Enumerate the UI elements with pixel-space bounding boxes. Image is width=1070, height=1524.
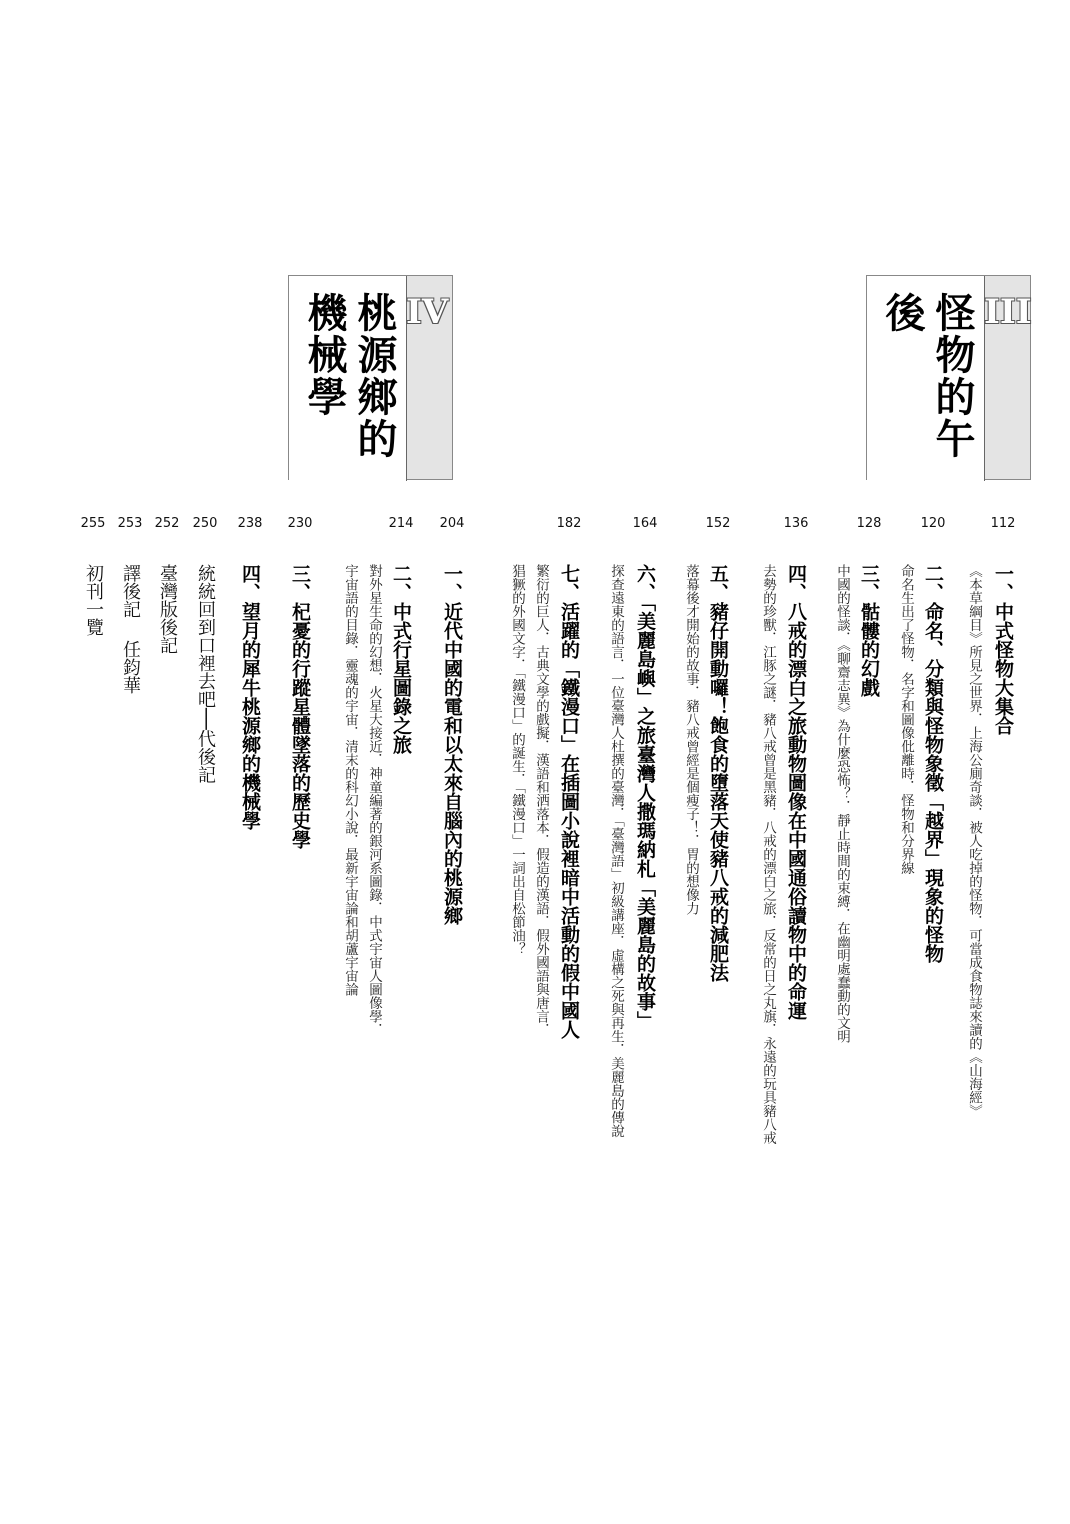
page-number: 238: [237, 516, 263, 531]
entry-desc: 去勢的珍獸．江豚之謎．豬八戒曾是黑豬．八戒的漂白之旅．反常的日之丸旗．永遠的玩具豬八戒: [760, 564, 776, 1145]
entry-desc: 探查遠東的語言．一位臺灣人杜撰的臺灣．「臺灣語」初級講座．虛構之死與再生．美麗島的傳說: [608, 564, 624, 1138]
part-title: 怪物的午後: [879, 292, 975, 460]
part-title-panel: [867, 276, 985, 481]
entry-title: 二、中式行星圖錄之旅: [390, 564, 412, 754]
entry-subtitle: 星體墜落的歷史學: [289, 697, 311, 849]
part-title-panel: [289, 276, 407, 481]
entry-subtitle: 桃源鄉的機械學: [239, 697, 261, 830]
entry-title: 一、中式怪物大集合: [992, 564, 1014, 735]
page-number: 214: [388, 516, 414, 531]
page-number: 152: [705, 516, 731, 531]
entry-desc: 《本草綱目》所見之世界．上海公廁奇談．被人吃掉的怪物．可當成食物誌來讀的《山海經》: [966, 564, 982, 1118]
page-number: 120: [920, 516, 946, 531]
page-number: 230: [287, 516, 313, 531]
entry-subtitle: 象徵「越界」現象的怪物: [922, 754, 944, 963]
page-number: 136: [783, 516, 809, 531]
page-number: 252: [154, 516, 180, 531]
entry-desc: 命名生出了怪物．名字和圖像仳離時．怪物和分界線: [898, 564, 914, 875]
entry-desc: 中國的怪談．《聊齋志異》為什麼恐怖？．靜止時間的束縛．在幽明處蠢動的文明: [834, 564, 850, 1044]
entry-title: 三、骷髏的幻戲: [858, 564, 880, 697]
entry-desc-continued: 猖獗的外國文字．「鐵漫口」的誕生．「鐵漫口」一詞出自松節油？: [509, 564, 525, 956]
entry-title: 統統回到口裡去吧──代後記: [195, 564, 216, 784]
entry-title: 初刊一覽: [83, 564, 104, 636]
page-number: 164: [632, 516, 658, 531]
part-numeral: III: [984, 292, 1032, 332]
entry-desc: 繁衍的巨人．古典文學的戲擬．漢語和洒落本．假造的漢語．假外國語與唐言．: [533, 564, 549, 1037]
entry-title: 二、命名、分類與怪物: [922, 564, 944, 754]
entry-title: 一、近代中國的電和以太: [441, 564, 463, 773]
entry-title: 三、杞憂的行蹤: [289, 564, 311, 697]
page-number: 204: [439, 516, 465, 531]
entry-subtitle: 在插圖小說裡暗中活動的假中國人: [558, 754, 580, 1039]
page-number: 253: [117, 516, 143, 531]
entry-subtitle: 來自腦內的桃源鄉: [441, 773, 463, 925]
entry-title: 五、豬仔開動囉！: [707, 564, 729, 716]
part-heading-iv: [288, 275, 453, 480]
entry-desc: 落幕後才開始的故事．豬八戒曾經是個瘦子！．胃的想像力: [683, 564, 699, 915]
part-title: 桃源鄉的機械學: [301, 292, 397, 460]
entry-subtitle: 臺灣人撒瑪納札「美麗島的故事」: [634, 744, 656, 1030]
entry-title: 四、望月的犀牛: [239, 564, 261, 697]
entry-desc-continued: 宇宙語的目錄．靈魂的宇宙．清末的科幻小說．最新宇宙論和胡蘆宇宙論: [342, 564, 358, 996]
page-number: 112: [990, 516, 1016, 531]
page-number: 182: [556, 516, 582, 531]
part-numeral: IV: [406, 292, 449, 332]
entry-title: 四、八戒的漂白之旅: [785, 564, 807, 735]
part-heading-iii: [866, 275, 1031, 480]
entry-subtitle: 飽食的墮落天使豬八戒的減肥法: [707, 716, 729, 982]
page-number: 255: [80, 516, 106, 531]
entry-title: 譯後記: [120, 564, 141, 618]
entry-title: 臺灣版後記: [157, 564, 178, 654]
entry-translator: 任鈞華: [120, 640, 141, 694]
page-number: 128: [856, 516, 882, 531]
entry-desc: 對外星生命的幻想．火星大接近．神童編著的銀河系圖錄．中式宇宙人圖像學．: [366, 564, 382, 1037]
entry-subtitle: 動物圖像在中國通俗讀物中的命運: [785, 735, 807, 1020]
entry-title: 七、活躍的「鐵漫口」: [558, 564, 580, 754]
page-number: 250: [192, 516, 218, 531]
entry-title: 六、「美麗島嶼」之旅: [634, 564, 656, 745]
